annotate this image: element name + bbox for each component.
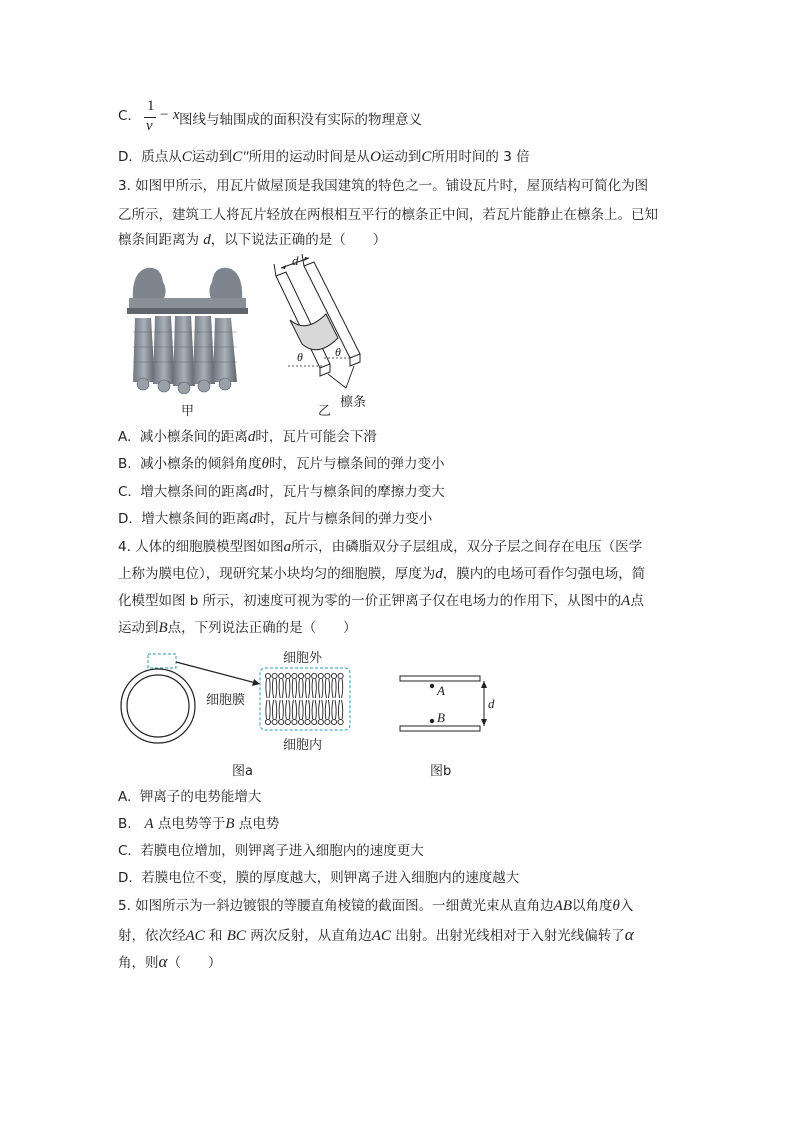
lipid-tail — [305, 700, 309, 719]
text: 上称为膜电位），现研究某小块均匀的细胞膜，厚度为 — [118, 566, 436, 582]
thickness-d-label: d — [488, 696, 495, 711]
text: 点电势 — [238, 816, 280, 832]
q4-option-b — [118, 814, 279, 834]
minus-x: − x — [159, 107, 180, 123]
var: AC — [185, 928, 205, 944]
q4-option-c — [118, 841, 424, 861]
q4-stem-line2 — [118, 564, 645, 584]
option-label: C. — [118, 843, 132, 859]
text: 檩条间距离为 — [118, 232, 199, 248]
fraction-numerator: 1 — [147, 98, 155, 114]
option-label: A. — [118, 429, 132, 445]
q3-option-a — [118, 427, 377, 447]
lipid-tail — [286, 679, 290, 698]
text: 若膜电位不变，膜的厚度越大，则钾离子进入细胞内的速度越大 — [141, 870, 520, 886]
var: B — [225, 816, 235, 832]
text: 射，依次经 — [118, 928, 186, 944]
lipid-tail — [272, 679, 276, 698]
lipid-head — [285, 719, 290, 724]
figure-a-caption: 图a — [232, 764, 253, 779]
figure-yi-caption: 乙 — [318, 404, 332, 419]
var: O — [370, 149, 381, 165]
purlin-diagram — [268, 254, 378, 414]
text: 入 — [619, 898, 634, 914]
lipid-head — [338, 719, 343, 724]
text: 和 — [208, 928, 223, 944]
var: α — [158, 952, 168, 971]
q4-stem-line3 — [118, 591, 644, 611]
var: B — [158, 620, 168, 636]
text: 点 — [630, 593, 644, 609]
point-a-label: A — [437, 683, 445, 698]
text: 点电势等于 — [157, 816, 226, 832]
cell-inside-label: 细胞内 — [283, 738, 323, 753]
lipid-head — [285, 673, 290, 678]
var: A — [144, 816, 154, 832]
text: 时，瓦片可能会下滑 — [255, 429, 377, 445]
cell-membrane-label: 细胞膜 — [206, 693, 246, 708]
text: 钾离子的电势能增大 — [139, 789, 262, 805]
text: 运动到 — [191, 149, 233, 165]
q3-stem-line2: 乙所示，建筑工人将瓦片轻放在两根相互平行的檩条正中间，若瓦片能静止在檩条上。已知 — [118, 207, 658, 223]
lipid-head — [265, 673, 270, 678]
lipid-tail — [312, 679, 316, 698]
fraction-denominator: v — [146, 118, 153, 134]
lipid-head — [325, 719, 330, 724]
theta-label-2: θ — [335, 345, 341, 359]
q3-option-b — [118, 454, 445, 474]
text: 增大檩条间的距离 — [140, 484, 249, 500]
text: 时，瓦片与檩条间的弹力变小 — [256, 511, 433, 527]
lipid-tail — [299, 700, 303, 719]
text: 所用的运动时间是从 — [248, 149, 371, 165]
lipid-head — [318, 719, 323, 724]
text: 点，下列说法正确的是（ ） — [167, 620, 357, 636]
option-text: 图线与轴围成的面积没有实际的物理意义 — [179, 112, 422, 128]
lipid-tail — [266, 679, 270, 698]
text: 两次反射，从直角边 — [250, 928, 372, 944]
lipid-tail — [332, 679, 336, 698]
q5-stem-line3 — [118, 952, 221, 973]
lipid-tail — [279, 679, 283, 698]
var: C — [421, 149, 432, 165]
point-b-label: B — [437, 710, 445, 725]
lipid-tail — [305, 679, 309, 698]
lipid-head — [292, 673, 297, 678]
text: 若膜电位增加，则钾离子进入细胞内的速度更大 — [140, 843, 424, 859]
q3-option-d — [118, 509, 432, 529]
lipid-head — [325, 673, 330, 678]
lipid-tail — [286, 700, 290, 719]
var: a — [283, 539, 292, 555]
theta-label-1: θ — [297, 350, 303, 364]
text: 运动到 — [380, 149, 422, 165]
lipid-head — [318, 673, 323, 678]
q4-option-a — [118, 787, 261, 807]
text: 质点从 — [141, 149, 182, 165]
lipid-head — [312, 673, 317, 678]
var: d — [203, 232, 211, 248]
lipid-tail — [338, 700, 342, 719]
text: 所示，由磷脂双分子层组成，双分子层之间存在电压（医学 — [291, 539, 643, 555]
text: 所用时间的 3 倍 — [431, 149, 530, 165]
lipid-tail — [312, 700, 316, 719]
roof-tiles-photo — [125, 262, 250, 394]
lipid-tail — [319, 700, 323, 719]
text: 减小檩条的倾斜角度 — [140, 456, 262, 472]
text: ，以下说法正确的是（ ） — [210, 232, 387, 248]
lipid-head — [272, 719, 277, 724]
var: θ — [612, 898, 620, 914]
option-label: C. — [118, 484, 132, 500]
var: d — [249, 511, 257, 527]
q4-stem-line1 — [118, 537, 642, 557]
option-label: D. — [118, 870, 133, 886]
option-label: C. — [118, 108, 132, 124]
lipid-tail — [325, 679, 329, 698]
lipid-tail — [325, 700, 329, 719]
lipid-head — [265, 719, 270, 724]
var: AB — [553, 898, 572, 914]
q4-stem-line4 — [118, 618, 357, 638]
var: α — [624, 925, 634, 944]
lipid-head — [338, 673, 343, 678]
cell-outside-label: 细胞外 — [283, 651, 323, 666]
lipid-head — [331, 673, 336, 678]
text: ，膜内的电场可看作匀强电场，简 — [442, 566, 646, 582]
text: 时，瓦片与檩条间的摩擦力变大 — [255, 484, 445, 500]
lipid-tail — [332, 700, 336, 719]
lipid-tail — [266, 700, 270, 719]
purlin-label: 檩条 — [340, 395, 367, 410]
lipid-head — [272, 673, 277, 678]
lipid-tail — [279, 700, 283, 719]
lipid-head — [292, 719, 297, 724]
text: 4. 人体的细胞膜模型图如图 — [118, 539, 284, 555]
lipid-tail — [319, 679, 323, 698]
text: 增大檩条间的距离 — [141, 511, 250, 527]
var: d — [435, 566, 443, 582]
q5-stem-line2 — [118, 925, 634, 946]
var: θ — [261, 456, 270, 472]
q2-option-c — [118, 98, 678, 138]
var: C — [181, 149, 192, 165]
q2-option-d — [118, 147, 530, 167]
text: 化模型如图 b 所示，初速度可视为零的一价正钾离子仅在电场力的作用下，从图中的 — [118, 593, 622, 609]
dimension-d-label: d — [292, 253, 299, 268]
figure-jia-caption: 甲 — [181, 404, 195, 419]
lipid-tail — [299, 679, 303, 698]
lipid-head — [305, 719, 310, 724]
var: BC — [226, 928, 246, 944]
option-label: B. — [118, 816, 132, 832]
lipid-head — [298, 719, 303, 724]
text: 减小檩条间的距离 — [139, 429, 248, 445]
option-label: D. — [118, 511, 133, 527]
text: 出射。出射光线相对于入射光线偏转了 — [395, 928, 625, 944]
var: AC — [371, 928, 391, 944]
lipid-tail — [338, 679, 342, 698]
text: 时，瓦片与檩条间的弹力变小 — [269, 456, 445, 472]
option-label: D. — [118, 149, 133, 165]
option-label: B. — [118, 456, 132, 472]
figure-b-caption: 图b — [430, 764, 452, 779]
lipid-head — [331, 719, 336, 724]
lipid-head — [298, 673, 303, 678]
var: d — [248, 484, 256, 500]
lipid-head — [279, 673, 284, 678]
text: 以角度 — [572, 898, 613, 914]
q3-stem-line3 — [118, 230, 386, 250]
q3-stem-line1: 3. 如图甲所示，用瓦片做屋顶是我国建筑的特色之一。铺设瓦片时，屋顶结构可简化为图 — [118, 178, 649, 194]
text: 角，则 — [118, 955, 159, 971]
lipid-tail — [272, 700, 276, 719]
text: 5. 如图所示为一斜边镀银的等腰直角棱镜的截面图。一细黄光束从直角边 — [118, 898, 554, 914]
text: 运动到 — [118, 620, 159, 636]
lipid-head — [279, 719, 284, 724]
lipid-head — [305, 673, 310, 678]
lipid-tail — [292, 679, 296, 698]
option-label: A. — [118, 789, 132, 805]
var: d — [247, 429, 256, 445]
var: A — [621, 593, 631, 609]
lipid-tail — [292, 700, 296, 719]
var: C″ — [232, 149, 249, 165]
lipid-head — [312, 719, 317, 724]
q3-option-c — [118, 482, 445, 502]
q5-stem-line1 — [118, 896, 633, 916]
q4-option-d — [118, 868, 519, 888]
text: （ ） — [167, 955, 222, 971]
